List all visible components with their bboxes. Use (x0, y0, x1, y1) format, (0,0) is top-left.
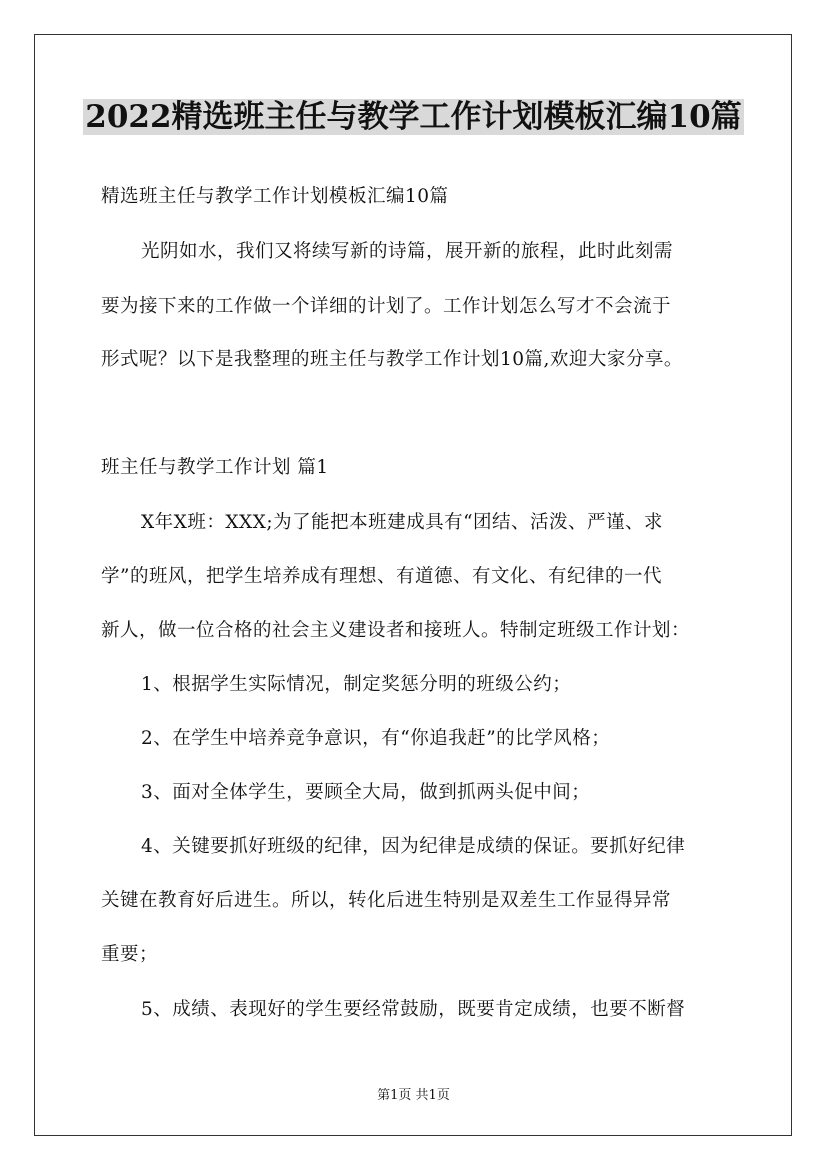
intro-line-3: 形式呢？以下是我整理的班主任与教学工作计划10篇,欢迎大家分享。 (101, 349, 683, 370)
intro-line-2: 要为接下来的工作做一个详细的计划了。工作计划怎么写才不会流于 (101, 296, 672, 317)
body-line-3: 新人，做一位合格的社会主义建设者和接班人。特制定班级工作计划： (101, 620, 691, 641)
list-item-1: 1、根据学生实际情况，制定奖惩分明的班级公约； (141, 674, 572, 695)
intro-line-1: 光阴如水，我们又将续写新的诗篇，展开新的旅程，此时此刻需 (141, 241, 674, 262)
list-item-4-line-1: 4、关键要抓好班级的纪律，因为纪律是成绩的保证。要抓好纪律 (141, 836, 686, 857)
list-item-2: 2、在学生中培养竞争意识，有“你追我赶”的比学风格； (141, 728, 611, 749)
document-title (0, 97, 827, 137)
body-line-1: X年X班：XXX;为了能把本班建成具有“团结、活泼、严谨、求 (141, 512, 664, 533)
list-item-5-line-1: 5、成绩、表现好的学生要经常鼓励，既要肯定成绩，也要不断督 (141, 999, 686, 1020)
title-text: 2022精选班主任与教学工作计划模板汇编10篇 (85, 99, 742, 135)
page-footer: 第1页 共1页 (377, 1088, 450, 1103)
section-heading: 班主任与教学工作计划 篇1 (101, 457, 329, 478)
body-line-2: 学”的班风，把学生培养成有理想、有道德、有文化、有纪律的一代 (101, 566, 662, 587)
list-item-4-line-2: 关键在教育好后进生。所以，转化后进生特别是双差生工作显得异常 (101, 890, 672, 911)
list-item-3: 3、面对全体学生，要顾全大局，做到抓两头促中间； (141, 782, 591, 803)
list-item-4-line-3: 重要； (101, 944, 159, 965)
subtitle-line: 精选班主任与教学工作计划模板汇编10篇 (101, 186, 449, 207)
